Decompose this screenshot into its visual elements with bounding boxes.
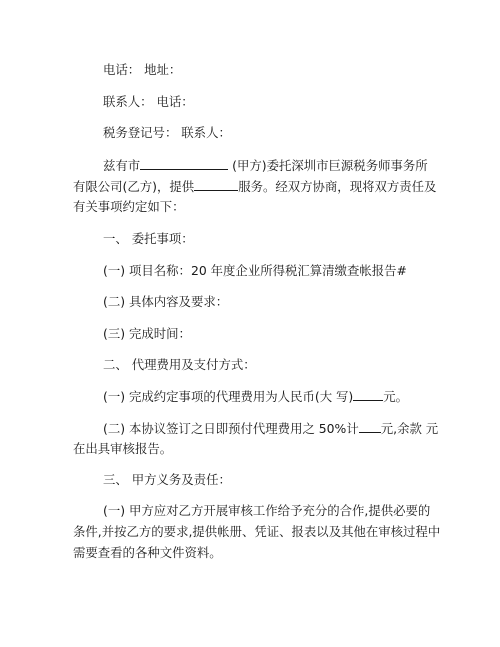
duty-line-2: 条件,并按乙方的要求,提供帐册、凭证、报表以及其他在审核过程中: [73, 524, 441, 539]
fee-line-2: [103, 420, 438, 437]
intro-text: (甲方)委托深圳市巨源税务师事务所: [232, 158, 428, 173]
section-2-title: 二、 代理费用及支付方式：: [103, 357, 256, 372]
contact-line-person-phone: 联系人： 电话：: [103, 94, 194, 109]
section-1-title: 一、 委托事项：: [103, 231, 194, 246]
fee-line-3: 在出具审核报告。: [73, 441, 173, 456]
blank-fee-amount: [353, 388, 383, 401]
item-completion-time: (三) 完成时间：: [103, 326, 191, 341]
fee-text: (二) 本协议签订之日即预付代理费用之 50%计: [103, 421, 359, 436]
contact-line-tax-id: 税务登记号： 联系人：: [103, 125, 231, 140]
section-3-title: 三、 甲方义务及责任：: [103, 472, 231, 487]
intro-text: 有限公司(乙方)，提供: [73, 179, 195, 194]
intro-line-1: [103, 157, 428, 174]
item-content-requirements: (二) 具体内容及要求：: [103, 294, 229, 309]
duty-line-1: (一) 甲方应对乙方开展审核工作给予充分的合作,提供必要的: [103, 503, 431, 518]
blank-prepay-amount: [359, 420, 381, 433]
blank-party-a: [140, 157, 228, 170]
item-project-name: (一) 项目名称：20 年度企业所得税汇算清缴查帐报告#: [103, 263, 407, 278]
blank-service: [194, 178, 238, 191]
fee-text: (一) 完成约定事项的代理费用为人民币(大 写): [103, 389, 354, 404]
intro-line-3: 有关事项约定如下：: [73, 199, 185, 214]
intro-text: 兹有市: [103, 158, 141, 173]
intro-line-2: [73, 178, 436, 195]
duty-line-3: 需要查看的各种文件资料。: [73, 545, 222, 560]
fee-text: 元。: [383, 389, 409, 404]
contact-line-phone-address: 电话： 地址：: [103, 62, 182, 77]
fee-text: 元,余款 元: [380, 421, 439, 436]
fee-line-1: [103, 388, 408, 405]
intro-text: 服务。经双方协商，现将双方责任及: [238, 179, 437, 194]
